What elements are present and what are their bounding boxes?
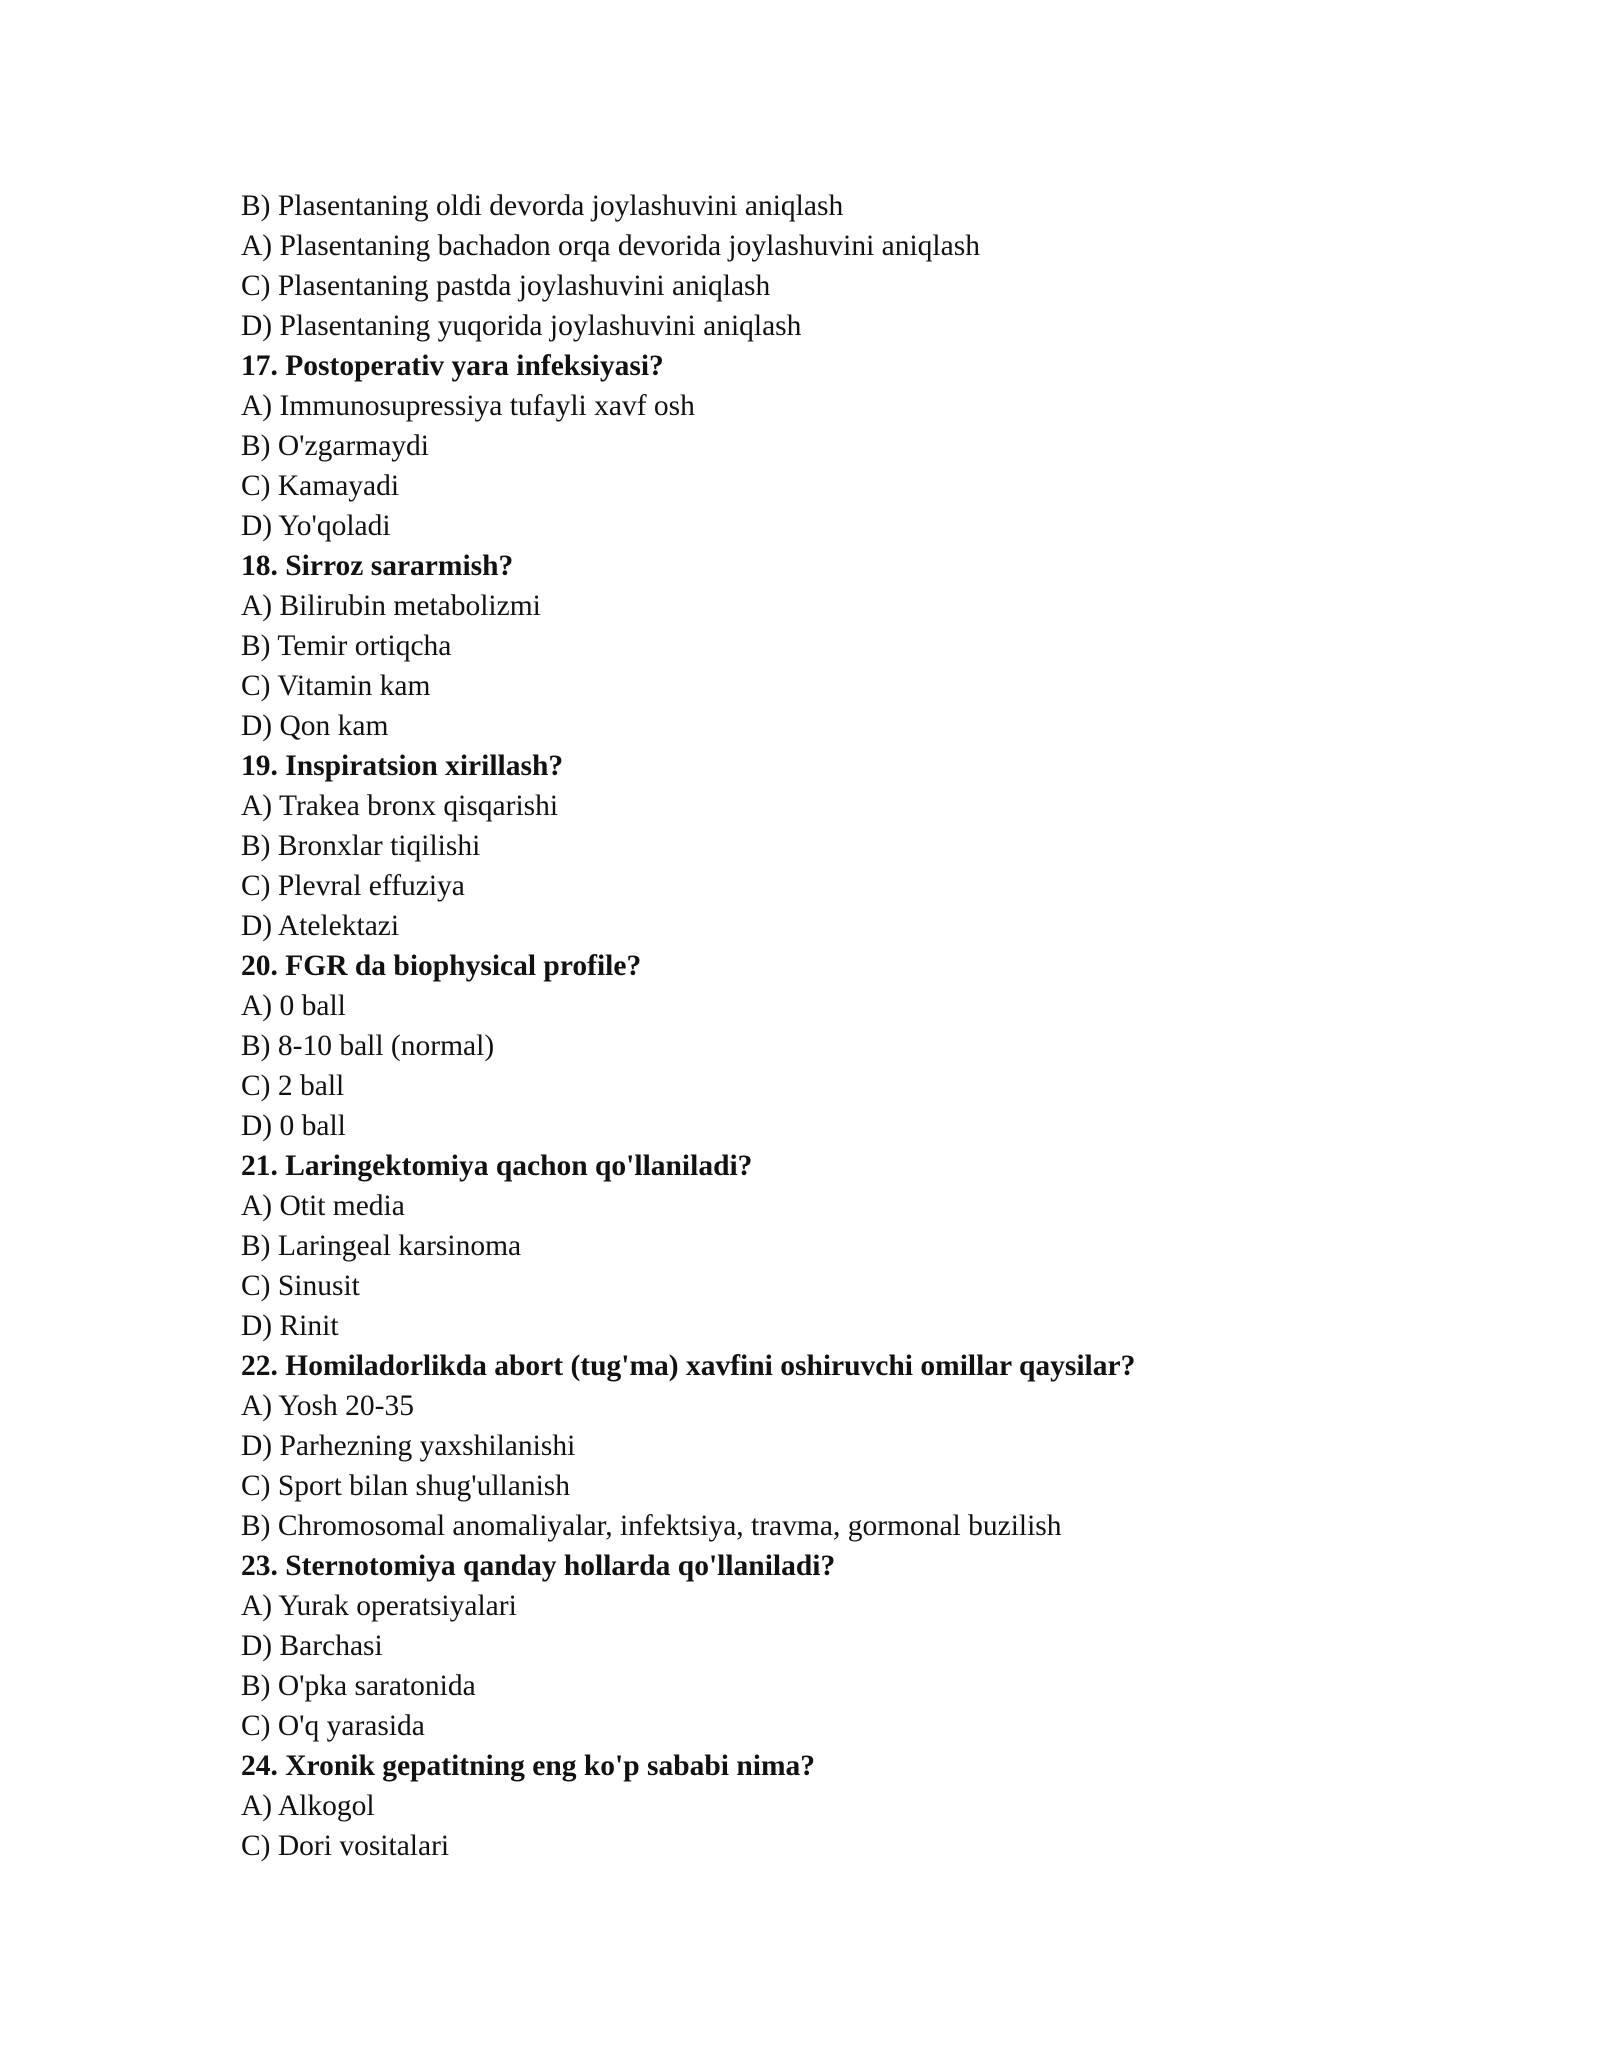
document-page xyxy=(241,186,1441,1866)
answer-option: A) 0 ball xyxy=(241,990,346,1022)
answer-option: A) Otit media xyxy=(241,1190,405,1222)
question-heading: 17. Postoperativ yara infeksiyasi? xyxy=(241,350,664,382)
answer-option: C) 2 ball xyxy=(241,1070,345,1102)
answer-option: D) Rinit xyxy=(241,1310,339,1342)
question-heading: 19. Inspiratsion xirillash? xyxy=(241,750,564,782)
answer-option: A) Yurak operatsiyalari xyxy=(241,1590,517,1622)
answer-option: B) Chromosomal anomaliyalar, infektsiya, travma, gormonal buzilish xyxy=(241,1510,1062,1542)
answer-option: B) O'zgarmaydi xyxy=(241,430,429,462)
question-heading: 18. Sirroz sararmish? xyxy=(241,550,514,582)
answer-option: C) Plevral effuziya xyxy=(241,870,465,902)
answer-option: D) Plasentaning yuqorida joylashuvini aniqlash xyxy=(241,310,802,342)
answer-option: A) Alkogol xyxy=(241,1790,375,1822)
answer-option: D) Barchasi xyxy=(241,1630,383,1662)
answer-option: D) Atelektazi xyxy=(241,910,400,942)
question-heading: 20. FGR da biophysical profile? xyxy=(241,950,642,982)
answer-option: C) Kamayadi xyxy=(241,470,400,502)
question-heading: 22. Homiladorlikda abort (tug'ma) xavfini oshiruvchi omillar qaysilar? xyxy=(241,1350,1136,1382)
answer-option: B) 8-10 ball (normal) xyxy=(241,1030,495,1062)
answer-option: A) Bilirubin metabolizmi xyxy=(241,590,541,622)
answer-option: B) O'pka saratonida xyxy=(241,1670,476,1702)
answer-option: C) O'q yarasida xyxy=(241,1710,425,1742)
answer-option: A) Plasentaning bachadon orqa devorida joylashuvini aniqlash xyxy=(241,230,980,262)
answer-option: A) Immunosupressiya tufayli xavf osh xyxy=(241,390,695,422)
answer-option: A) Trakea bronx qisqarishi xyxy=(241,790,559,822)
answer-option: C) Dori vositalari xyxy=(241,1830,450,1862)
answer-option: B) Plasentaning oldi devorda joylashuvini aniqlash xyxy=(241,190,844,222)
answer-option: C) Plasentaning pastda joylashuvini aniqlash xyxy=(241,270,771,302)
question-heading: 21. Laringektomiya qachon qo'llaniladi? xyxy=(241,1150,753,1182)
answer-option: A) Yosh 20-35 xyxy=(241,1390,414,1422)
answer-option: D) 0 ball xyxy=(241,1110,346,1142)
question-heading: 23. Sternotomiya qanday hollarda qo'llaniladi? xyxy=(241,1550,836,1582)
answer-option: B) Temir ortiqcha xyxy=(241,630,452,662)
answer-option: B) Laringeal karsinoma xyxy=(241,1230,522,1262)
answer-option: C) Sinusit xyxy=(241,1270,360,1302)
answer-option: B) Bronxlar tiqilishi xyxy=(241,830,481,862)
answer-option: D) Yo'qoladi xyxy=(241,510,391,542)
answer-option: C) Vitamin kam xyxy=(241,670,431,702)
answer-option: D) Qon kam xyxy=(241,710,389,742)
answer-option: D) Parhezning yaxshilanishi xyxy=(241,1430,576,1462)
answer-option: C) Sport bilan shug'ullanish xyxy=(241,1470,570,1502)
question-heading: 24. Xronik gepatitning eng ko'p sababi nima? xyxy=(241,1750,816,1782)
